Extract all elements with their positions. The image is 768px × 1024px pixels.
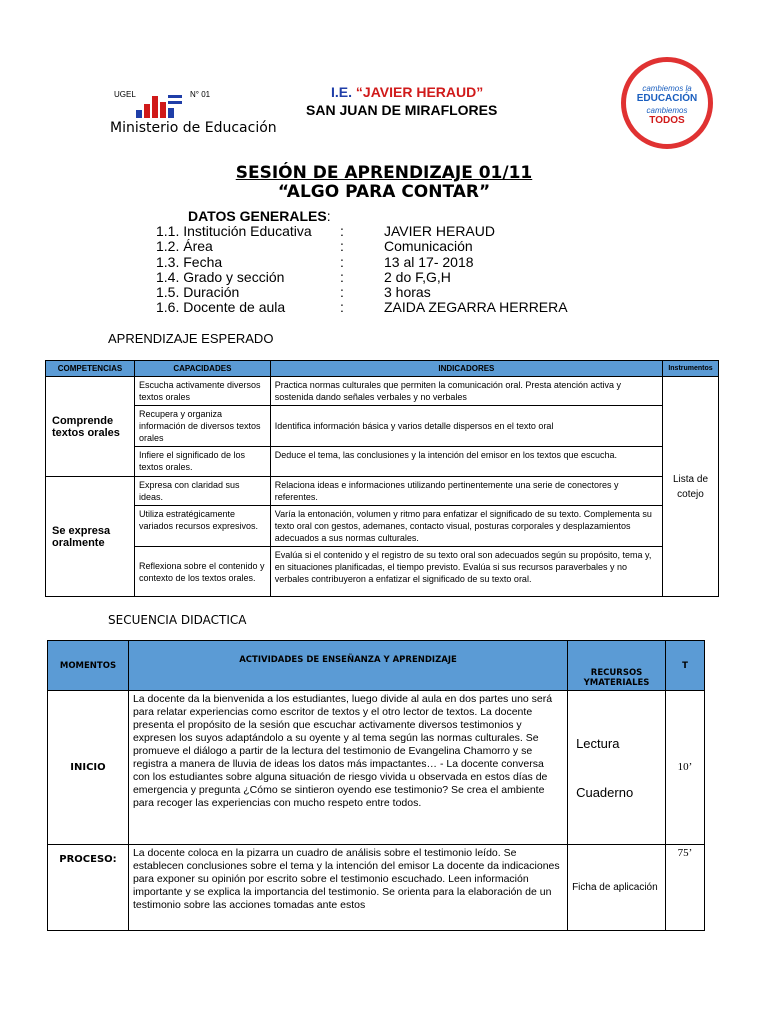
competencias-table (45, 360, 719, 597)
datos-value: JAVIER HERAUD (384, 223, 495, 239)
datos-sep: : (340, 254, 344, 270)
numero-label: N° 01 (190, 90, 211, 99)
ministerio-label: Ministerio de Educación (110, 120, 277, 136)
col-header: ACTIVIDADES DE ENSEÑANZA Y APRENDIZAJE (128, 641, 567, 691)
ie-title (331, 84, 483, 100)
datos-key: 1.3. Fecha (156, 254, 223, 270)
table-row (48, 845, 705, 931)
badge-line1: cambiemos la (642, 84, 692, 93)
datos-value: 3 horas (384, 284, 431, 300)
datos-value: Comunicación (384, 238, 473, 254)
badge-line2: EDUCACIÓN (636, 93, 698, 104)
col-header: RECURSOS YMATERIALES (568, 641, 666, 691)
table-row (46, 377, 719, 406)
capacidad-cell: Escucha activamente diversos textos orales (134, 377, 270, 406)
indicador-cell: Relaciona ideas e informaciones utilizando pertinentemente una serie de conectores y referentes. (270, 477, 662, 506)
ie-prefix: I.E. (331, 84, 353, 100)
datos-sep: : (340, 238, 344, 254)
table-header-row (48, 641, 705, 691)
indicador-cell: Identifica información básica y varios detalle dispersos en el texto oral (270, 406, 662, 447)
datos-value: 2 do F,G,H (384, 269, 451, 285)
datos-key: 1.6. Docente de aula (156, 299, 286, 315)
table-row (46, 406, 719, 447)
capacidad-cell: Reflexiona sobre el contenido y contexto de los textos orales. (134, 547, 270, 597)
recurso-item: Cuaderno (576, 784, 634, 800)
indicador-cell: Deduce el tema, las conclusiones y la intención del emisor en los textos que escucha. (270, 447, 662, 477)
competencia-cell: Comprende textos orales (46, 377, 135, 477)
session-title: SESIÓN DE APRENDIZAJE 01/11 (235, 163, 533, 183)
col-header: CAPACIDADES (134, 361, 270, 377)
capacidad-cell: Expresa con claridad sus ideas. (134, 477, 270, 506)
indicador-cell: Varía la entonación, volumen y ritmo para enfatizar el significado de su texto. Complementa su texto oral con gestos, ademanes, contacto visual, posturas corporales y desplazamientos adecuados a sus normas culturales. (270, 506, 662, 547)
recursos-cell: Ficha de aplicación (568, 845, 666, 931)
badge-line3: cambiemos (646, 106, 688, 115)
datos-value: ZAIDA ZEGARRA HERRERA (384, 299, 568, 315)
actividad-cell: La docente da la bienvenida a los estudiantes, luego divide al aula en dos partes uno será para relatar experiencias como escritor de textos y el otro lector de textos. La docente presenta el propósito de la sesión que escuchar activamente diversos testimonios y expresen los suyos adaptándolo a su oyente y al tema según las normas culturales. Se promueve el diálogo a partir de la lectura del testimonio de Evangelina Chamorro y se registra a manera de lluvia de ideas los datos más impactantes… - La docente conversa con los estudiantes sobre alguna situación de riesgo vivida u observada en estos días de emergencia y pregunta ¿Cómo se sintieron oyendo ese testimonio? Se crea el ambiente para recoger las experiencias con mucho respeto entre todos. (128, 691, 567, 845)
aprendizaje-label: APRENDIZAJE ESPERADO (108, 331, 274, 346)
ministerio-logo-icon (136, 92, 188, 118)
table-row (48, 691, 705, 845)
capacidad-cell: Recupera y organiza información de diversos textos orales (134, 406, 270, 447)
time-cell: 75’ (666, 845, 705, 931)
col-header: Instrumentos (663, 361, 719, 377)
datos-heading: DATOS GENERALES: (188, 208, 331, 224)
table-header-row (46, 361, 719, 377)
ie-name: “JAVIER HERAUD” (355, 84, 484, 100)
datos-sep: : (340, 269, 344, 285)
competencia-cell: Se expresa oralmente (46, 477, 135, 597)
col-header: COMPETENCIAS (46, 361, 135, 377)
ugel-label: UGEL (114, 90, 136, 99)
secuencia-table (47, 640, 705, 931)
datos-key: 1.5. Duración (156, 284, 240, 300)
table-row (46, 506, 719, 547)
badge-line4: TODOS (649, 115, 685, 126)
table-row (46, 547, 719, 597)
session-subtitle: “ALGO PARA CONTAR” (277, 182, 491, 202)
momento-cell: INICIO (48, 691, 129, 845)
datos-key: 1.2. Área (156, 238, 213, 254)
capacidad-cell: Infiere el significado de los textos orales. (134, 447, 270, 477)
capacidad-cell: Utiliza estratégicamente variados recursos expresivos. (134, 506, 270, 547)
time-cell: 10’ (666, 691, 705, 845)
col-header: T (666, 641, 705, 691)
col-header: INDICADORES (270, 361, 662, 377)
cambiemos-badge-logo (621, 57, 713, 149)
location-label: SAN JUAN DE MIRAFLORES (306, 102, 498, 118)
datos-sep: : (340, 284, 344, 300)
recurso-item: Lectura (576, 735, 620, 751)
secuencia-label: SECUENCIA DIDACTICA (108, 613, 247, 627)
datos-key: 1.4. Grado y sección (156, 269, 285, 285)
datos-key: 1.1. Institución Educativa (156, 223, 312, 239)
table-row (46, 447, 719, 477)
col-header: MOMENTOS (48, 641, 129, 691)
actividad-cell: La docente coloca en la pizarra un cuadro de análisis sobre el testimonio leído. Se establecen conclusiones sobre el tema y la intención del emisor La docente da indicaciones para exponer su opinión por escrito sobre el testimonio escuchado. Leen información importante y se explica la importancia del testimonio. Se orienta para la elaboración de un testimonio sobre las acciones tomadas ante estos (128, 845, 567, 931)
datos-value: 13 al 17- 2018 (384, 254, 474, 270)
table-row (46, 477, 719, 506)
recursos-cell (568, 691, 666, 845)
instrumento-cell: Lista de cotejo (663, 377, 719, 597)
momento-cell: PROCESO: (48, 845, 129, 931)
indicador-cell: Evalúa si el contenido y el registro de su texto oral son adecuados según su propósito, tema y, en situaciones planificadas, el tiempo previsto. Evalúa si sus recursos paraverbales y no verbales contribuyeron a enfatizar el significado de su texto oral. (270, 547, 662, 597)
datos-sep: : (340, 299, 344, 315)
datos-sep: : (340, 223, 344, 239)
indicador-cell: Practica normas culturales que permiten la comunicación oral. Presta atención activa y sostenida dando señales verbales y no verbales (270, 377, 662, 406)
